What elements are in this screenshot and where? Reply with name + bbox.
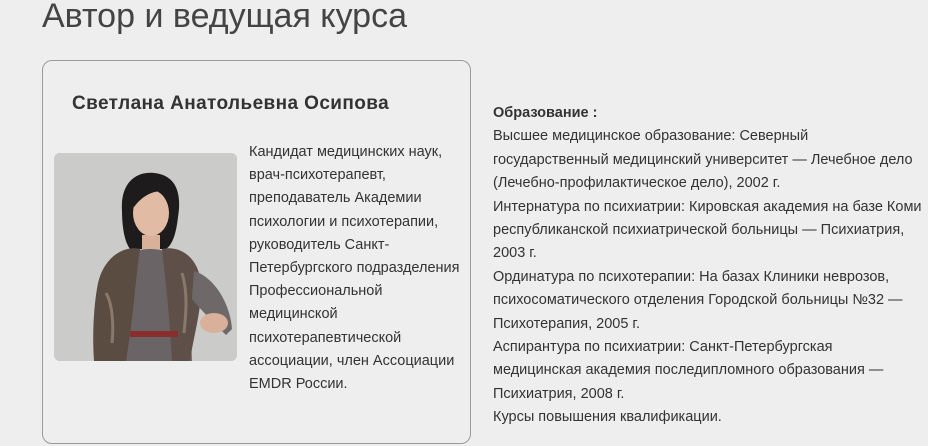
- author-bio: Кандидат медицинских наук, врач-психотерапевт, преподаватель Академии психологии и психотерапии, руководитель Санкт-Петербургского подразделения Профессиональной медицинской психотерапевтической ассоциации, член Ассоциации EMDR России.: [249, 144, 460, 393]
- education-text: Высшее медицинское образование: Северный государственный медицинский университет — Лечебное дело (Лечебно-профилактическое дело), 2002 г. Интернатура по психиатрии: Кировская академия на базе Коми республиканской психиатрической больницы — Психиатрия, 2003 г. Ординатура по психотерапии: На базах Клиники неврозов, психосоматического отделения Городской больницы №32 — Психотерапия, 2005 г. Аспирантура по психиатрии: Санкт-Петербургская медицинская академия последипломного образования — Психиатрия, 2008 г. Курсы повышения квалификации.: [493, 128, 922, 426]
- section-title: Автор и ведущая курса: [42, 0, 408, 35]
- author-photo: [54, 153, 237, 361]
- author-name: Светлана Анатольевна Осипова: [72, 93, 390, 114]
- author-card: [42, 60, 471, 444]
- education-heading: Образование :: [493, 105, 598, 121]
- education-block: [493, 102, 923, 430]
